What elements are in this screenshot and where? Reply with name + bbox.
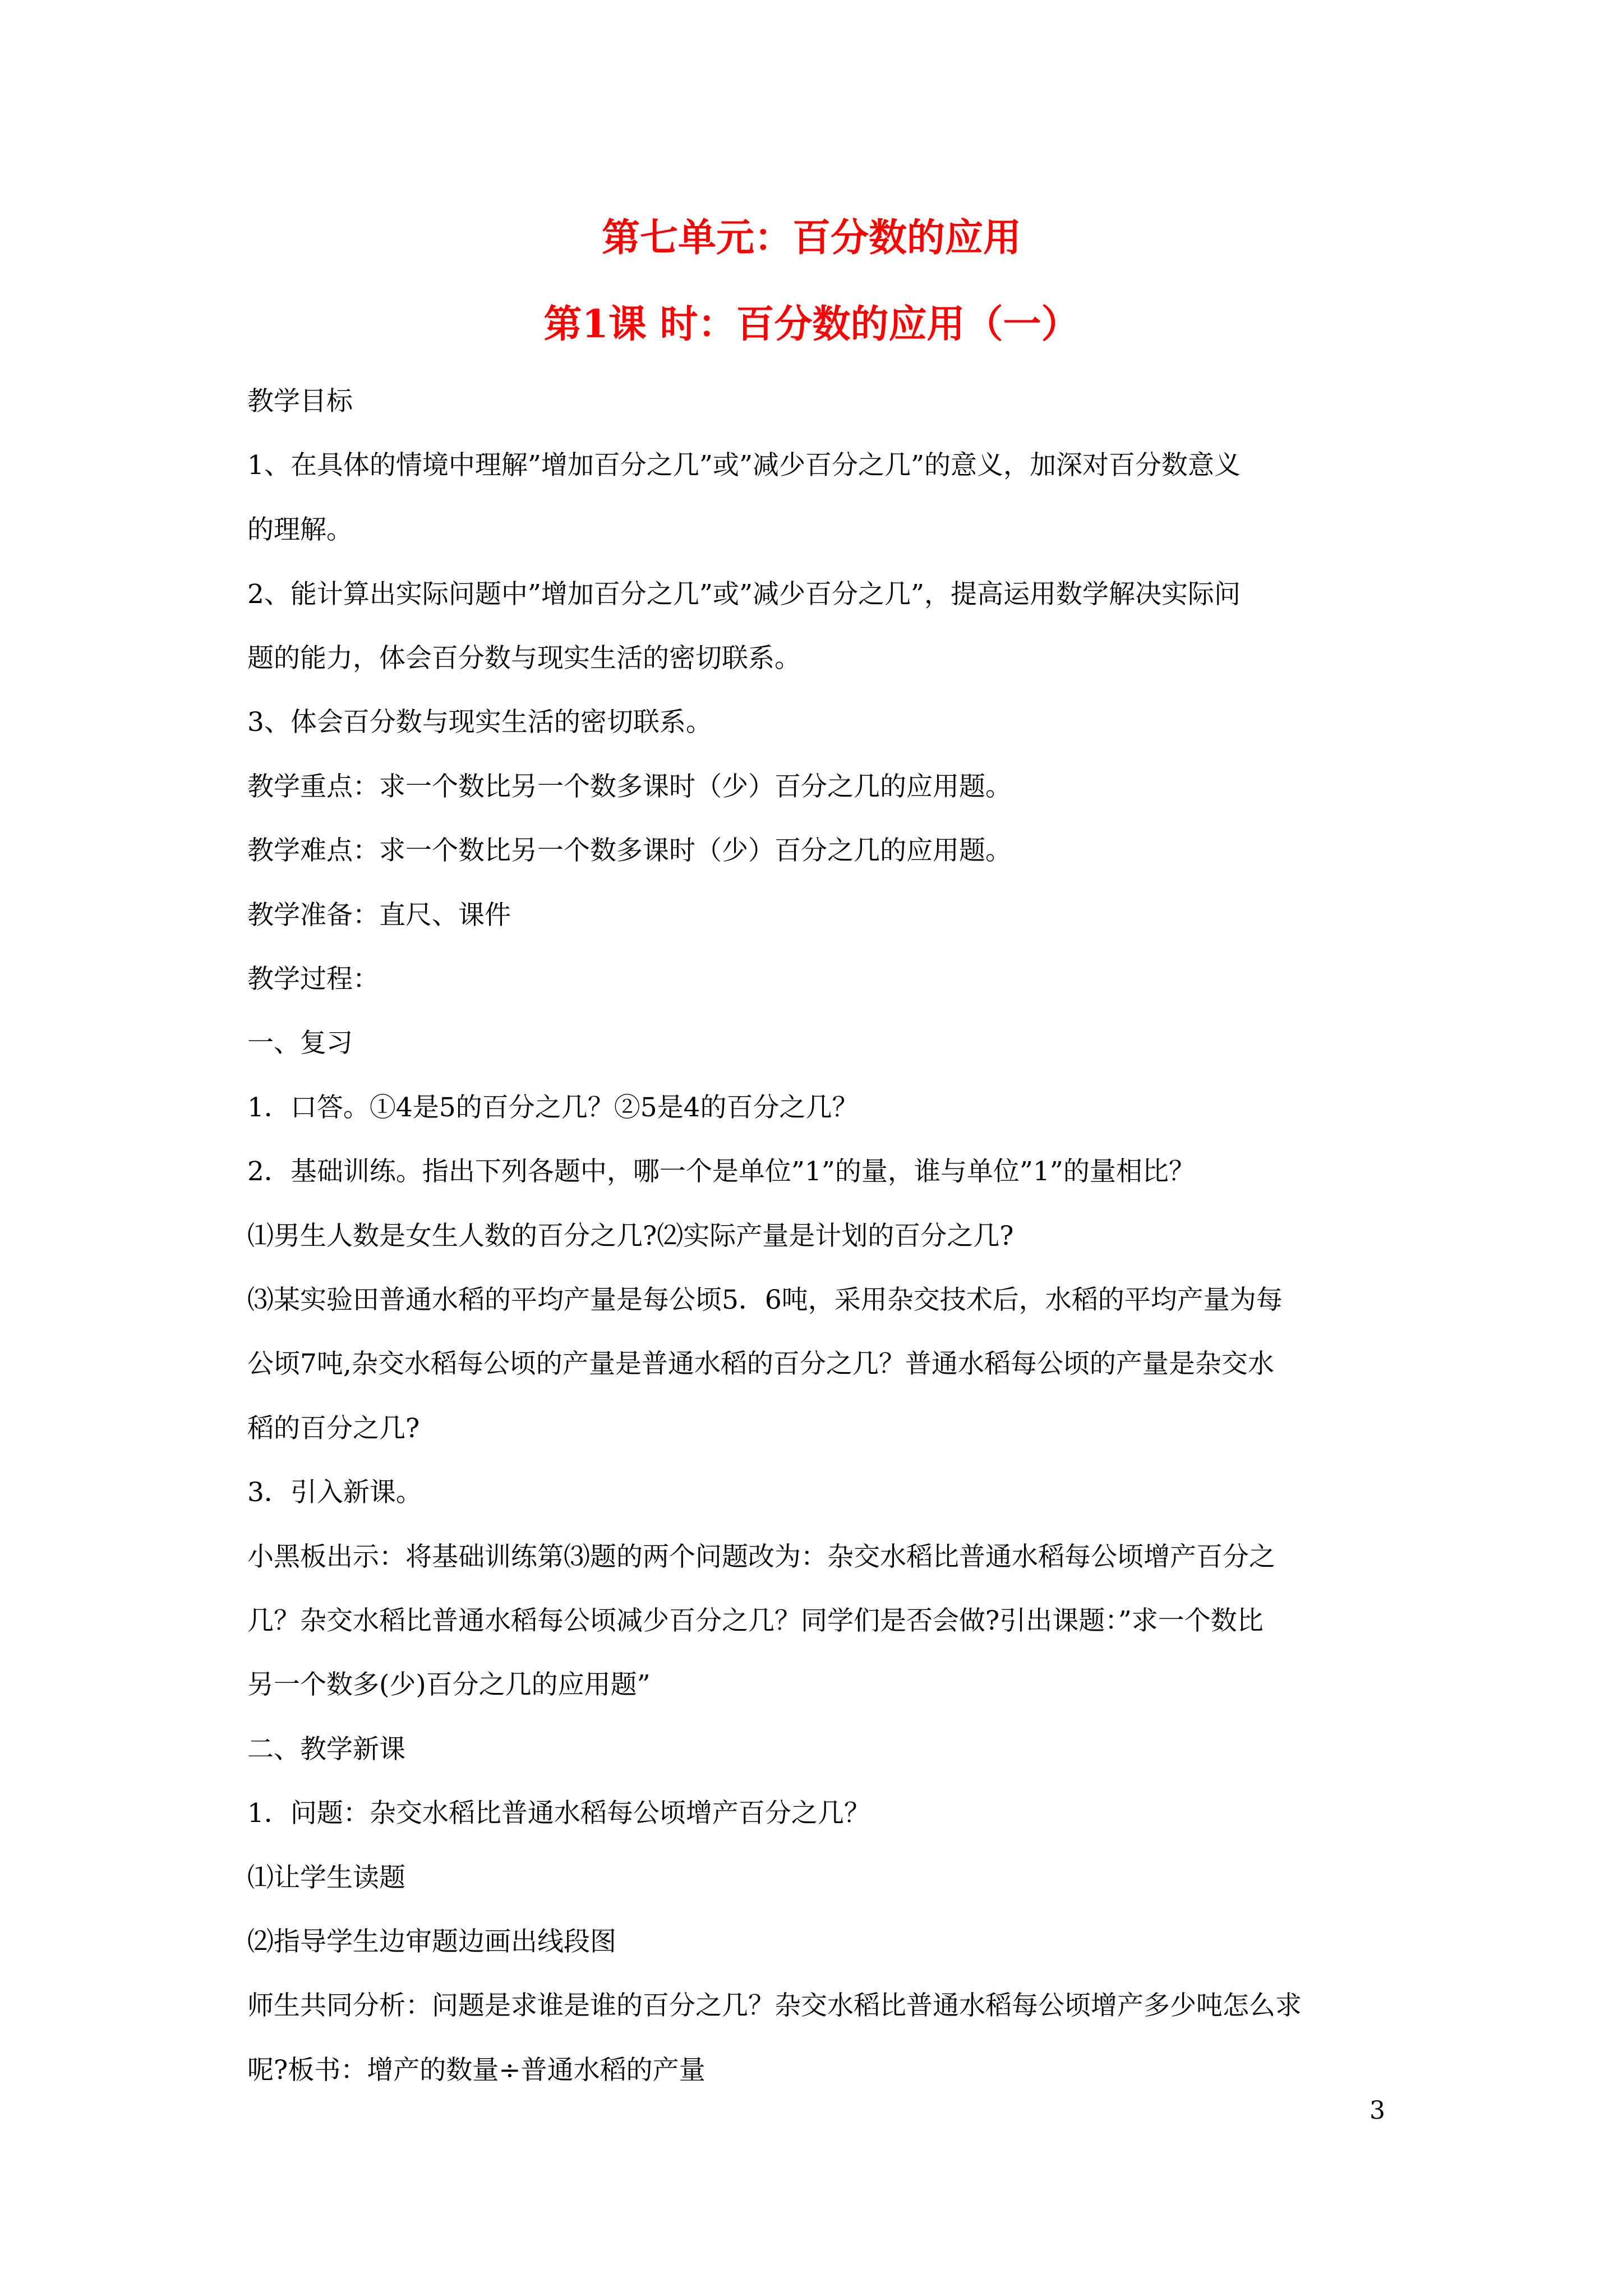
text-line: 稻的百分之几? — [247, 1413, 420, 1444]
text-line: 呢?板书：增产的数量÷普通水稻的产量 — [247, 2055, 706, 2086]
text-line: 一、复习 — [247, 1028, 353, 1059]
text-line: 二、教学新课 — [247, 1734, 405, 1765]
text-line: 1．问题：杂交水稻比普通水稻每公顷增产百分之几？ — [247, 1798, 870, 1829]
text-line: 教学目标 — [247, 386, 353, 417]
text-line: 小黑板出示：将基础训练第⑶题的两个问题改为：杂交水稻比普通水稻每公顷增产百分之 — [247, 1542, 1275, 1572]
text-line: 题的能力，体会百分数与现实生活的密切联系。 — [247, 643, 801, 674]
page-number: 3 — [1370, 2096, 1385, 2125]
lesson-title: 第1课 时：百分数的应用（一） — [543, 302, 1080, 347]
text-line: ⑶某实验田普通水稻的平均产量是每公顷5．6吨，采用杂交技术后，水稻的平均产量为每 — [247, 1285, 1283, 1315]
text-line: 的理解。 — [247, 514, 353, 545]
text-line: ⑴男生人数是女生人数的百分之几?⑵实际产量是计划的百分之几? — [247, 1221, 1014, 1251]
text-line: 2、能计算出实际问题中”增加百分之几”或”减少百分之几”，提高运用数学解决实际问 — [247, 579, 1241, 610]
text-line: 师生共同分析：问题是求谁是谁的百分之几？杂交水稻比普通水稻每公顷增产多少吨怎么求 — [247, 1990, 1302, 2021]
text-line: 教学重点：求一个数比另一个数多课时（少）百分之几的应用题。 — [247, 771, 1012, 802]
text-line: 几？杂交水稻比普通水稻每公顷减少百分之几？同学们是否会做?引出课题：”求一个数比 — [247, 1605, 1264, 1636]
text-line: ⑴让学生读题 — [247, 1862, 405, 1893]
text-line: ⑵指导学生边审题边画出线段图 — [247, 1926, 616, 1957]
text-line: 3、体会百分数与现实生活的密切联系。 — [247, 707, 712, 738]
text-line: 3．引入新课。 — [247, 1477, 422, 1508]
text-line: 公顷7吨,杂交水稻每公顷的产量是普通水稻的百分之几？普通水稻每公顷的产量是杂交水 — [247, 1349, 1274, 1379]
text-line: 另一个数多(少)百分之几的应用题” — [247, 1669, 651, 1700]
text-line: 2．基础训练。指出下列各题中，哪一个是单位”1”的量，谁与单位”1”的量相比？ — [247, 1156, 1195, 1187]
text-line: 教学难点：求一个数比另一个数多课时（少）百分之几的应用题。 — [247, 835, 1012, 866]
text-line: 教学准备：直尺、课件 — [247, 900, 511, 931]
text-line: 1、在具体的情境中理解”增加百分之几”或”减少百分之几”的意义，加深对百分数意义 — [247, 450, 1241, 481]
text-line: 教学过程： — [247, 964, 379, 995]
text-line: 1．口答。①4是5的百分之几？②5是4的百分之几？ — [247, 1092, 859, 1123]
unit-title: 第七单元：百分数的应用 — [601, 215, 1021, 260]
